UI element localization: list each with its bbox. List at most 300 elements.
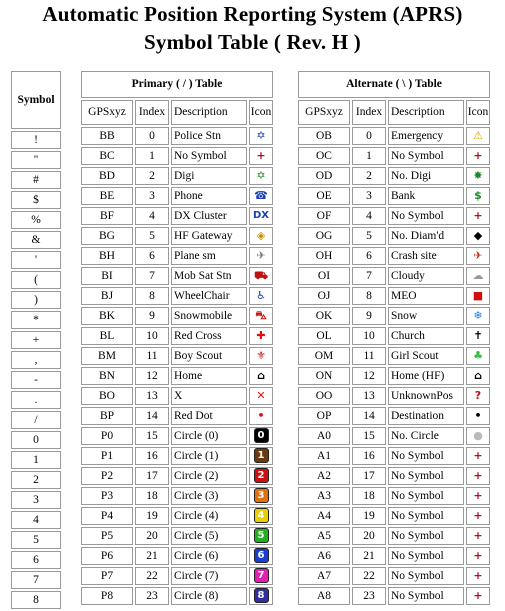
symbol-row (11, 391, 61, 409)
gpsxyz-cell: BF (81, 207, 133, 225)
table-row (81, 147, 273, 165)
table-row (81, 507, 273, 525)
no-symbol-cross-icon: + (473, 549, 483, 563)
icon-cell (249, 427, 273, 445)
icon-cell (466, 567, 490, 585)
table-row (298, 167, 490, 185)
no-symbol-cross-icon: + (473, 529, 483, 543)
table-row (81, 427, 273, 445)
symbol-char: " (11, 151, 61, 169)
description-cell: Red Cross (171, 327, 247, 345)
icon-cell (466, 127, 490, 145)
icon-cell (249, 267, 273, 285)
gpsxyz-cell: P0 (81, 427, 133, 445)
symbol-row (11, 591, 61, 609)
description-cell: Circle (1) (171, 447, 247, 465)
index-cell: 14 (352, 407, 386, 425)
index-cell: 10 (135, 327, 169, 345)
description-cell: Digi (171, 167, 247, 185)
girl-scout-clover-icon: ♣ (473, 349, 483, 363)
description-cell: No. Digi (388, 167, 464, 185)
index-cell: 22 (135, 567, 169, 585)
primary-col-icon: Icon (249, 100, 273, 125)
description-cell: No. Diam'd (388, 227, 464, 245)
symbol-row (11, 211, 61, 229)
icon-cell (466, 387, 490, 405)
icon-cell (249, 227, 273, 245)
page-title: Automatic Position Reporting System (APRS) (42, 2, 463, 26)
no-symbol-cross-icon: + (473, 569, 483, 583)
table-row (298, 527, 490, 545)
symbol-row (11, 131, 61, 149)
table-row (298, 387, 490, 405)
description-cell: Snow (388, 307, 464, 325)
table-row (81, 207, 273, 225)
symbol-char: - (11, 371, 61, 389)
index-cell: 6 (135, 247, 169, 265)
icon-cell (466, 507, 490, 525)
table-row (298, 147, 490, 165)
gpsxyz-cell: OK (298, 307, 350, 325)
icon-cell (466, 347, 490, 365)
icon-cell (466, 307, 490, 325)
index-cell: 8 (135, 287, 169, 305)
description-cell: No Symbol (388, 447, 464, 465)
icon-cell (466, 167, 490, 185)
table-row (298, 467, 490, 485)
index-cell: 13 (352, 387, 386, 405)
gpsxyz-cell: BC (81, 147, 133, 165)
table-row (298, 267, 490, 285)
no-symbol-cross-icon: + (473, 509, 483, 523)
no-symbol-cross-icon: + (473, 589, 483, 603)
index-cell: 11 (135, 347, 169, 365)
index-cell: 13 (135, 387, 169, 405)
symbol-char: 2 (11, 471, 61, 489)
table-row (298, 347, 490, 365)
table-row (298, 227, 490, 245)
icon-cell (249, 447, 273, 465)
gpsxyz-cell: BE (81, 187, 133, 205)
circle-5-icon: 5 (254, 528, 269, 543)
circle-2-icon: 2 (254, 468, 269, 483)
gpsxyz-cell: OB (298, 127, 350, 145)
description-cell: Snowmobile (171, 307, 247, 325)
description-cell: No Symbol (388, 487, 464, 505)
circle-4-icon: 4 (254, 508, 269, 523)
description-cell: No Symbol (388, 467, 464, 485)
symbol-row (11, 191, 61, 209)
symbol-char: 1 (11, 451, 61, 469)
symbol-row (11, 471, 61, 489)
icon-cell (249, 127, 273, 145)
gpsxyz-cell: OM (298, 347, 350, 365)
symbol-char: & (11, 231, 61, 249)
table-row (298, 327, 490, 345)
icon-cell (466, 267, 490, 285)
index-cell: 16 (135, 447, 169, 465)
description-cell: Circle (8) (171, 587, 247, 605)
snowflake-icon: ❄ (473, 309, 483, 323)
index-cell: 3 (135, 187, 169, 205)
green-star-icon: ✸ (473, 169, 483, 183)
gpsxyz-cell: BI (81, 267, 133, 285)
symbol-row (11, 431, 61, 449)
index-cell: 4 (352, 207, 386, 225)
gpsxyz-cell: P6 (81, 547, 133, 565)
table-row (298, 447, 490, 465)
index-cell: 7 (352, 267, 386, 285)
table-row (81, 187, 273, 205)
table-row (81, 227, 273, 245)
description-cell: Bank (388, 187, 464, 205)
symbol-row (11, 151, 61, 169)
gpsxyz-cell: OP (298, 407, 350, 425)
crash-site-icon: ✈ (473, 249, 483, 263)
table-row (81, 447, 273, 465)
black-diamond-icon: ◆ (473, 229, 483, 243)
icon-cell (249, 347, 273, 365)
gpsxyz-cell: A3 (298, 487, 350, 505)
no-symbol-cross-icon: + (256, 149, 266, 163)
gpsxyz-cell: BO (81, 387, 133, 405)
gpsxyz-cell: OC (298, 147, 350, 165)
gpsxyz-cell: BN (81, 367, 133, 385)
description-cell: Circle (3) (171, 487, 247, 505)
description-cell: Crash site (388, 247, 464, 265)
table-row (298, 567, 490, 585)
description-cell: Circle (6) (171, 547, 247, 565)
primary-col-index: Index (135, 100, 169, 125)
table-row (298, 287, 490, 305)
gpsxyz-cell: BK (81, 307, 133, 325)
description-cell: No Symbol (388, 507, 464, 525)
index-cell: 19 (352, 507, 386, 525)
description-cell: UnknownPos (388, 387, 464, 405)
icon-cell (249, 167, 273, 185)
symbol-char: * (11, 311, 61, 329)
index-cell: 5 (135, 227, 169, 245)
symbol-char: 5 (11, 531, 61, 549)
description-cell: Phone (171, 187, 247, 205)
index-cell: 12 (352, 367, 386, 385)
boy-scout-fleur-icon: ⚜ (256, 349, 266, 363)
description-cell: No Symbol (388, 527, 464, 545)
table-row (81, 247, 273, 265)
gpsxyz-cell: OJ (298, 287, 350, 305)
symbol-row (11, 511, 61, 529)
index-cell: 20 (352, 527, 386, 545)
description-cell: Emergency (388, 127, 464, 145)
description-cell: DX Cluster (171, 207, 247, 225)
symbol-char: ) (11, 291, 61, 309)
description-cell: No Symbol (388, 587, 464, 605)
symbol-char: ( (11, 271, 61, 289)
gpsxyz-cell: OF (298, 207, 350, 225)
gpsxyz-cell: OE (298, 187, 350, 205)
unknown-position-icon: ? (474, 389, 482, 403)
table-row (298, 367, 490, 385)
description-cell: Girl Scout (388, 347, 464, 365)
index-cell: 12 (135, 367, 169, 385)
gpsxyz-cell: P4 (81, 507, 133, 525)
dx-cluster-icon: DX (252, 210, 269, 222)
symbol-row (11, 331, 61, 349)
gpsxyz-cell: BB (81, 127, 133, 145)
table-row (81, 467, 273, 485)
icon-cell (249, 147, 273, 165)
symbol-char: ! (11, 131, 61, 149)
index-cell: 11 (352, 347, 386, 365)
circle-6-icon: 6 (254, 548, 269, 563)
index-cell: 23 (352, 587, 386, 605)
cloud-icon: ☁ (472, 269, 484, 283)
symbol-row (11, 291, 61, 309)
index-cell: 22 (352, 567, 386, 585)
index-cell: 17 (135, 467, 169, 485)
gpsxyz-cell: BP (81, 407, 133, 425)
symbol-char: 8 (11, 591, 61, 609)
icon-cell (249, 387, 273, 405)
icon-cell (249, 327, 273, 345)
table-row (81, 307, 273, 325)
circle-0-icon: 0 (254, 428, 269, 443)
icon-cell (466, 407, 490, 425)
index-cell: 8 (352, 287, 386, 305)
table-row (81, 407, 273, 425)
index-cell: 17 (352, 467, 386, 485)
index-cell: 4 (135, 207, 169, 225)
table-row (298, 247, 490, 265)
index-cell: 9 (352, 307, 386, 325)
description-cell: No Symbol (388, 567, 464, 585)
icon-cell (249, 187, 273, 205)
symbol-row (11, 171, 61, 189)
table-row (298, 487, 490, 505)
description-cell: No. Circle (388, 427, 464, 445)
digi-star-icon: ✡ (256, 169, 266, 183)
gpsxyz-cell: A8 (298, 587, 350, 605)
snowmobile-icon: ⛍ (255, 309, 267, 323)
description-cell: No Symbol (388, 207, 464, 225)
icon-cell (466, 247, 490, 265)
icon-cell (466, 447, 490, 465)
index-cell: 0 (135, 127, 169, 145)
index-cell: 18 (352, 487, 386, 505)
icon-cell (249, 587, 273, 605)
symbol-row (11, 451, 61, 469)
table-row (298, 207, 490, 225)
gpsxyz-cell: BJ (81, 287, 133, 305)
description-cell: Home (171, 367, 247, 385)
index-cell: 10 (352, 327, 386, 345)
description-cell: HF Gateway (171, 227, 247, 245)
symbol-char: , (11, 351, 61, 369)
gpsxyz-cell: OO (298, 387, 350, 405)
table-row (298, 587, 490, 605)
primary-table (79, 69, 275, 607)
symbol-column-table (9, 69, 63, 611)
gpsxyz-cell: P7 (81, 567, 133, 585)
no-symbol-cross-icon: + (473, 149, 483, 163)
alternate-col-icon: Icon (466, 100, 490, 125)
gpsxyz-cell: P1 (81, 447, 133, 465)
icon-cell (249, 287, 273, 305)
index-cell: 21 (135, 547, 169, 565)
gpsxyz-cell: A2 (298, 467, 350, 485)
alternate-col-description: Description (388, 100, 464, 125)
symbol-row (11, 551, 61, 569)
table-row (81, 167, 273, 185)
description-cell: MEO (388, 287, 464, 305)
primary-col-description: Description (171, 100, 247, 125)
description-cell: Circle (0) (171, 427, 247, 445)
index-cell: 15 (352, 427, 386, 445)
gpsxyz-cell: OI (298, 267, 350, 285)
description-cell: X (171, 387, 247, 405)
index-cell: 1 (352, 147, 386, 165)
icon-cell (466, 207, 490, 225)
icon-cell (249, 247, 273, 265)
table-row (81, 547, 273, 565)
gpsxyz-cell: BD (81, 167, 133, 185)
no-symbol-cross-icon: + (473, 449, 483, 463)
red-dot-icon: • (257, 409, 265, 423)
symbol-char: % (11, 211, 61, 229)
symbol-char: 3 (11, 491, 61, 509)
table-row (298, 307, 490, 325)
circle-3-icon: 3 (254, 488, 269, 503)
table-row (81, 287, 273, 305)
index-cell: 5 (352, 227, 386, 245)
symbol-char: . (11, 391, 61, 409)
gpsxyz-cell: OH (298, 247, 350, 265)
no-symbol-cross-icon: + (473, 489, 483, 503)
meo-icon: ■ (472, 289, 484, 303)
icon-cell (249, 307, 273, 325)
gpsxyz-cell: OL (298, 327, 350, 345)
gpsxyz-cell: BG (81, 227, 133, 245)
index-cell: 9 (135, 307, 169, 325)
gpsxyz-cell: OG (298, 227, 350, 245)
description-cell: Home (HF) (388, 367, 464, 385)
symbol-row (11, 271, 61, 289)
no-symbol-cross-icon: + (473, 209, 483, 223)
page-subtitle: Symbol Table ( Rev. H ) (144, 30, 361, 54)
symbol-row (11, 311, 61, 329)
index-cell: 2 (352, 167, 386, 185)
description-cell: Church (388, 327, 464, 345)
index-cell: 7 (135, 267, 169, 285)
description-cell: Red Dot (171, 407, 247, 425)
symbol-row (11, 491, 61, 509)
symbol-header: Symbol (11, 71, 61, 129)
description-cell: Plane sm (171, 247, 247, 265)
icon-cell (466, 147, 490, 165)
description-cell: Cloudy (388, 267, 464, 285)
table-row (298, 427, 490, 445)
table-row (298, 407, 490, 425)
symbol-char: # (11, 171, 61, 189)
gpsxyz-cell: A6 (298, 547, 350, 565)
table-row (81, 127, 273, 145)
gpsxyz-cell: BM (81, 347, 133, 365)
table-row (81, 387, 273, 405)
symbol-row (11, 531, 61, 549)
gpsxyz-cell: ON (298, 367, 350, 385)
gpsxyz-cell: A5 (298, 527, 350, 545)
icon-cell (466, 427, 490, 445)
wheelchair-icon: ♿ (256, 289, 266, 303)
icon-cell (466, 327, 490, 345)
table-row (298, 547, 490, 565)
table-row (81, 347, 273, 365)
gpsxyz-cell: A0 (298, 427, 350, 445)
gpsxyz-cell: A7 (298, 567, 350, 585)
index-cell: 18 (135, 487, 169, 505)
icon-cell (466, 467, 490, 485)
circle-8-icon: 8 (254, 588, 269, 603)
alternate-col-index: Index (352, 100, 386, 125)
primary-table-caption: Primary ( / ) Table (81, 71, 273, 98)
x-mark-icon: ✕ (256, 389, 266, 403)
symbol-row (11, 411, 61, 429)
phone-icon: ☎ (254, 189, 268, 203)
symbol-row (11, 571, 61, 589)
index-cell: 16 (352, 447, 386, 465)
red-cross-icon: ✚ (256, 329, 266, 343)
icon-cell (466, 187, 490, 205)
index-cell: 2 (135, 167, 169, 185)
index-cell: 21 (352, 547, 386, 565)
church-cross-icon: ✝ (473, 329, 483, 343)
description-cell: Circle (2) (171, 467, 247, 485)
table-row (298, 507, 490, 525)
icon-cell (466, 287, 490, 305)
table-row (81, 487, 273, 505)
table-row (81, 367, 273, 385)
warning-triangle-icon: ⚠ (473, 129, 483, 143)
icon-cell (466, 547, 490, 565)
small-plane-icon: ✈ (256, 249, 266, 263)
icon-cell (249, 207, 273, 225)
description-cell: Circle (4) (171, 507, 247, 525)
index-cell: 19 (135, 507, 169, 525)
description-cell: No Symbol (388, 147, 464, 165)
index-cell: 1 (135, 147, 169, 165)
icon-cell (249, 407, 273, 425)
index-cell: 6 (352, 247, 386, 265)
alternate-table-caption: Alternate ( \ ) Table (298, 71, 490, 98)
description-cell: Circle (7) (171, 567, 247, 585)
description-cell: Police Stn (171, 127, 247, 145)
icon-cell (249, 487, 273, 505)
description-cell: No Symbol (171, 147, 247, 165)
index-cell: 15 (135, 427, 169, 445)
grey-circle-icon: ● (473, 429, 483, 443)
gpsxyz-cell: OD (298, 167, 350, 185)
gpsxyz-cell: P3 (81, 487, 133, 505)
table-row (298, 187, 490, 205)
icon-cell (249, 507, 273, 525)
gpsxyz-cell: A4 (298, 507, 350, 525)
symbol-char: 4 (11, 511, 61, 529)
police-star-icon: ✡ (256, 129, 266, 143)
symbol-char: 7 (11, 571, 61, 589)
alternate-col-gpsxyz: GPSxyz (298, 100, 350, 125)
home-icon: ⌂ (257, 369, 265, 383)
gpsxyz-cell: P8 (81, 587, 133, 605)
